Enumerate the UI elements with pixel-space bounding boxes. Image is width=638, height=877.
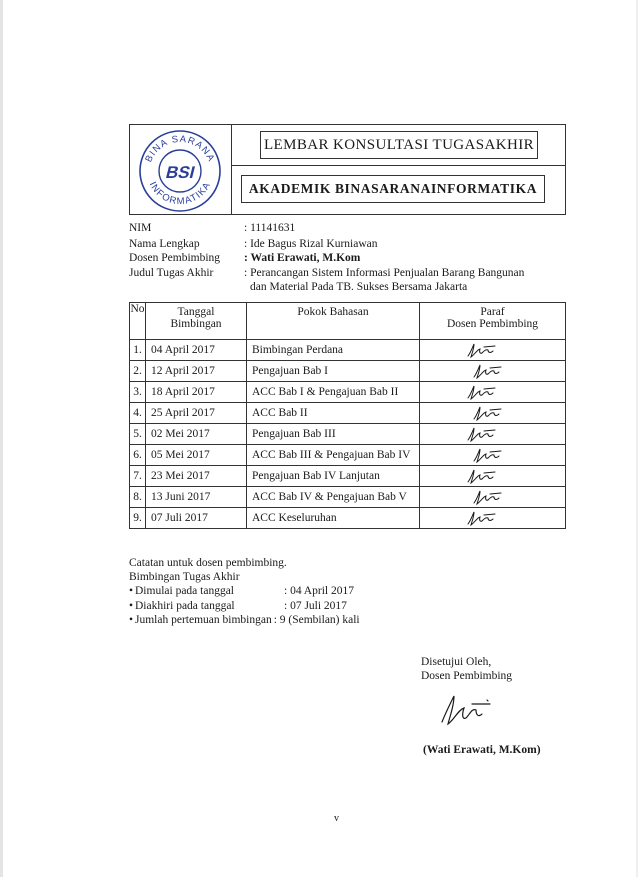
advisor-label: Dosen Pembimbing [129,252,221,264]
end-label: Diakhiri pada tanggal [135,600,235,612]
table-row [130,382,566,403]
paraf-signature-icon [470,404,504,422]
row-topic: ACC Bab IV & Pengajuan Bab V [247,487,420,508]
row-signature-cell [420,466,566,487]
paraf-signature-icon [464,509,498,527]
row-date: 07 Juli 2017 [146,508,247,529]
institution-name: AKADEMIK BINASARANAINFORMATIKA [241,175,545,203]
table-row [130,445,566,466]
row-signature-cell [420,508,566,529]
paraf-signature-icon [464,341,498,359]
header-divider [231,165,565,166]
advisor-signature-icon [432,692,498,730]
row-topic: ACC Keseluruhan [247,508,420,529]
row-signature-cell [420,424,566,445]
row-no: 4. [130,403,146,424]
paraf-signature-icon [464,383,498,401]
row-date: 18 April 2017 [146,382,247,403]
advisor-value: : Wati Erawati, M.Kom [244,252,361,264]
row-no: 5. [130,424,146,445]
thesis-label: Judul Tugas Akhir [129,267,214,279]
nim-label: NIM [129,222,152,234]
table-row [130,424,566,445]
row-signature-cell [420,361,566,382]
row-topic: ACC Bab III & Pengajuan Bab IV [247,445,420,466]
row-signature-cell [420,445,566,466]
table-row [130,340,566,361]
name-label: Nama Lengkap [129,238,200,250]
col-header-topic: Pokok Bahasan [247,303,420,340]
logo-cell [130,125,232,214]
table-header-row [130,303,566,340]
paraf-signature-icon [464,425,498,443]
row-no: 8. [130,487,146,508]
table-row [130,487,566,508]
start-value: : 04 April 2017 [284,585,354,597]
bullet: • [129,614,134,626]
consultation-table [129,302,566,529]
bullet: • [129,585,134,597]
notes-count [129,613,360,627]
row-topic: Bimbingan Perdana [247,340,420,361]
row-date: 05 Mei 2017 [146,445,247,466]
row-date: 23 Mei 2017 [146,466,247,487]
page-edge [0,0,3,877]
row-date: 25 April 2017 [146,403,247,424]
row-topic: ACC Bab II [247,403,420,424]
col-header-no: No [130,303,146,340]
col-header-date: Tanggal Bimbingan [146,303,247,340]
row-topic: Pengajuan Bab IV Lanjutan [247,466,420,487]
paraf-signature-icon [470,362,504,380]
col-header-sign-line2: Dosen Pembimbing [446,318,539,330]
logo-text-bottom: INFORMATIKA [146,179,214,208]
table-row [130,466,566,487]
paraf-signature-icon [464,467,498,485]
logo-text-top: BINA SARANA [143,133,217,165]
row-date: 12 April 2017 [146,361,247,382]
page-number: v [334,813,339,824]
paraf-signature-icon [470,488,504,506]
table-row [130,508,566,529]
row-signature-cell [420,487,566,508]
row-no: 6. [130,445,146,466]
col-header-sign [420,303,566,340]
row-topic: Pengajuan Bab I [247,361,420,382]
nim-value: : 11141631 [244,222,296,234]
count-value: : 9 (Sembilan) kali [273,614,360,626]
logo-monogram: BSI [163,162,198,182]
bullet: • [129,600,134,612]
row-no: 3. [130,382,146,403]
row-date: 02 Mei 2017 [146,424,247,445]
thesis-value-line2: dan Material Pada TB. Sukses Bersama Jakarta [250,281,468,293]
row-topic: Pengajuan Bab III [247,424,420,445]
notes-line1: Catatan untuk dosen pembimbing. [129,557,287,569]
row-no: 1. [130,340,146,361]
row-topic: ACC Bab I & Pengajuan Bab II [247,382,420,403]
table-row [130,361,566,382]
row-date: 13 Juni 2017 [146,487,247,508]
notes-end [129,599,347,613]
approval-line2: Dosen Pembimbing [421,670,513,682]
row-no: 9. [130,508,146,529]
header-box [129,124,566,215]
bsi-logo-icon [135,127,225,213]
table-row [130,403,566,424]
notes-line2: Bimbingan Tugas Akhir [129,571,240,583]
advisor-name: (Wati Erawati, M.Kom) [423,744,541,756]
row-date: 04 April 2017 [146,340,247,361]
name-value: : Ide Bagus Rizal Kurniawan [244,238,378,250]
paraf-signature-icon [470,446,504,464]
col-header-sign-line1: Paraf [480,306,505,318]
start-label: Dimulai pada tanggal [135,585,234,597]
count-label: Jumlah pertemuan bimbingan [135,614,272,626]
row-signature-cell [420,403,566,424]
approval-line1: Disetujui Oleh, [421,656,492,668]
row-signature-cell [420,340,566,361]
row-no: 2. [130,361,146,382]
row-signature-cell [420,382,566,403]
row-no: 7. [130,466,146,487]
svg-text:BINA SARANA [143,134,216,164]
notes-start [129,584,354,598]
end-value: : 07 Juli 2017 [284,600,347,612]
document-title: LEMBAR KONSULTASI TUGASAKHIR [260,131,538,159]
thesis-value-line1: : Perancangan Sistem Informasi Penjualan Barang Bangunan [244,267,525,279]
